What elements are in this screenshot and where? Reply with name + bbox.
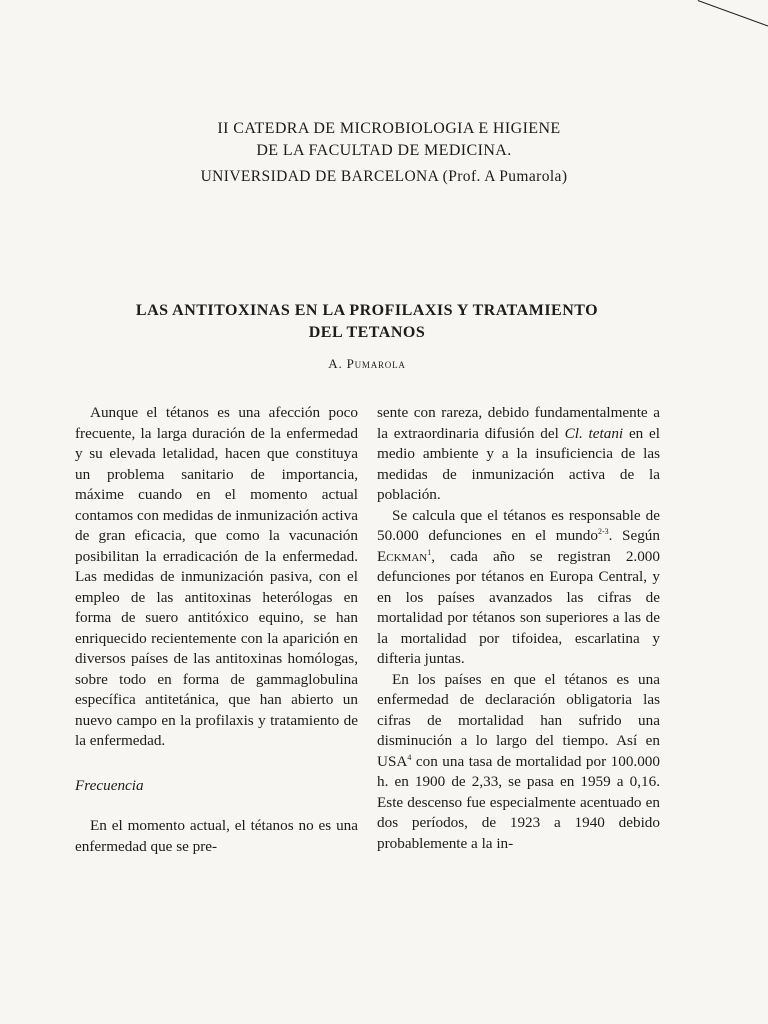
page-corner-mark bbox=[687, 0, 768, 56]
right-paragraph-1 bbox=[377, 403, 660, 506]
left-paragraph-2: En el momento actual, el tétanos no es una enfermedad que se pre- bbox=[75, 817, 358, 855]
right-column bbox=[377, 403, 660, 854]
article-author: A. Pumarola bbox=[328, 356, 406, 371]
right-paragraph-3 bbox=[377, 670, 660, 855]
author-citation-eckman: Eckman bbox=[377, 547, 428, 565]
right-paragraph-2 bbox=[377, 506, 660, 670]
right-p3-text-a: En los países en que el tétanos es una enfermedad de declaración obligatoria las cifras de mortalidad han sufrido una disminución a lo largo del tiempo. Así en USA bbox=[377, 670, 660, 770]
left-column bbox=[75, 403, 358, 857]
reference-1: 1 bbox=[427, 547, 432, 557]
title-line-2: DEL TETANOS bbox=[308, 324, 426, 341]
header-line-2: DE LA FACULTAD DE MEDICINA. bbox=[256, 142, 512, 159]
right-p2-text-a: Se calcula que el tétanos es responsable de 50.000 defunciones en el mundo bbox=[377, 506, 660, 544]
right-p3-text-b: con una tasa de mortalidad por 100.000 h. en 1900 de 2,33, se pasa en 1959 a 0,16. Este descenso fue especialmente acentuado en dos períodos, de 1923 a 1940 debido probablemente a la in- bbox=[377, 752, 660, 852]
header-line-1: II CATEDRA DE MICROBIOLOGIA E HIGIENE bbox=[217, 120, 561, 137]
right-p2-text-c: , cada año se registran 2.000 defunciones por tétanos en Europa Central, y en los países avanzados las cifras de mortalidad por tétanos son superiores a las de la mortalidad por tifoidea, escarlatina y difteria juntas. bbox=[377, 547, 660, 667]
right-p1-text-a: sente con rareza, debido fundamentalmente a la extraordinaria difusión del bbox=[377, 404, 660, 442]
right-p1-text-b: en el medio ambiente y a la insuficiencia de las medidas de inmunización activa de la población. bbox=[377, 424, 661, 503]
species-name: Cl. tetani bbox=[564, 424, 624, 442]
reference-4: 4 bbox=[407, 752, 412, 762]
left-paragraph-1: Aunque el tétanos es una afección poco frecuente, la larga duración de la enfermedad y su elevada letalidad, hacen que constituya un problema sanitario de importancia, máxime cuando en el momento actual contamos con medidas de inmunización activa de gran eficacia, que como la vacunación posibilitan la erradicación de la enfermedad. Las medidas de inmunización pasiva, con el empleo de las antitoxinas heterólogas en forma de suero antitóxico equino, se han enriquecido recientemente con la aparición en diversos países de las antitoxinas homólogas, sobre todo en forma de gammaglobulina específica antitetánica, que han abierto un nuevo campo en la profilaxis y tratamiento de la enfermedad. bbox=[75, 404, 358, 749]
header-line-3: UNIVERSIDAD DE BARCELONA (Prof. A Pumarola) bbox=[200, 168, 568, 185]
reference-2-3: 2-3 bbox=[597, 527, 609, 536]
right-p2-text-b: . Según bbox=[608, 527, 660, 544]
article-title bbox=[0, 300, 734, 344]
institution-header bbox=[0, 118, 768, 188]
section-heading-frecuencia: Frecuencia bbox=[75, 776, 144, 794]
title-line-1: LAS ANTITOXINAS EN LA PROFILAXIS Y TRATAMIENTO bbox=[135, 302, 599, 319]
